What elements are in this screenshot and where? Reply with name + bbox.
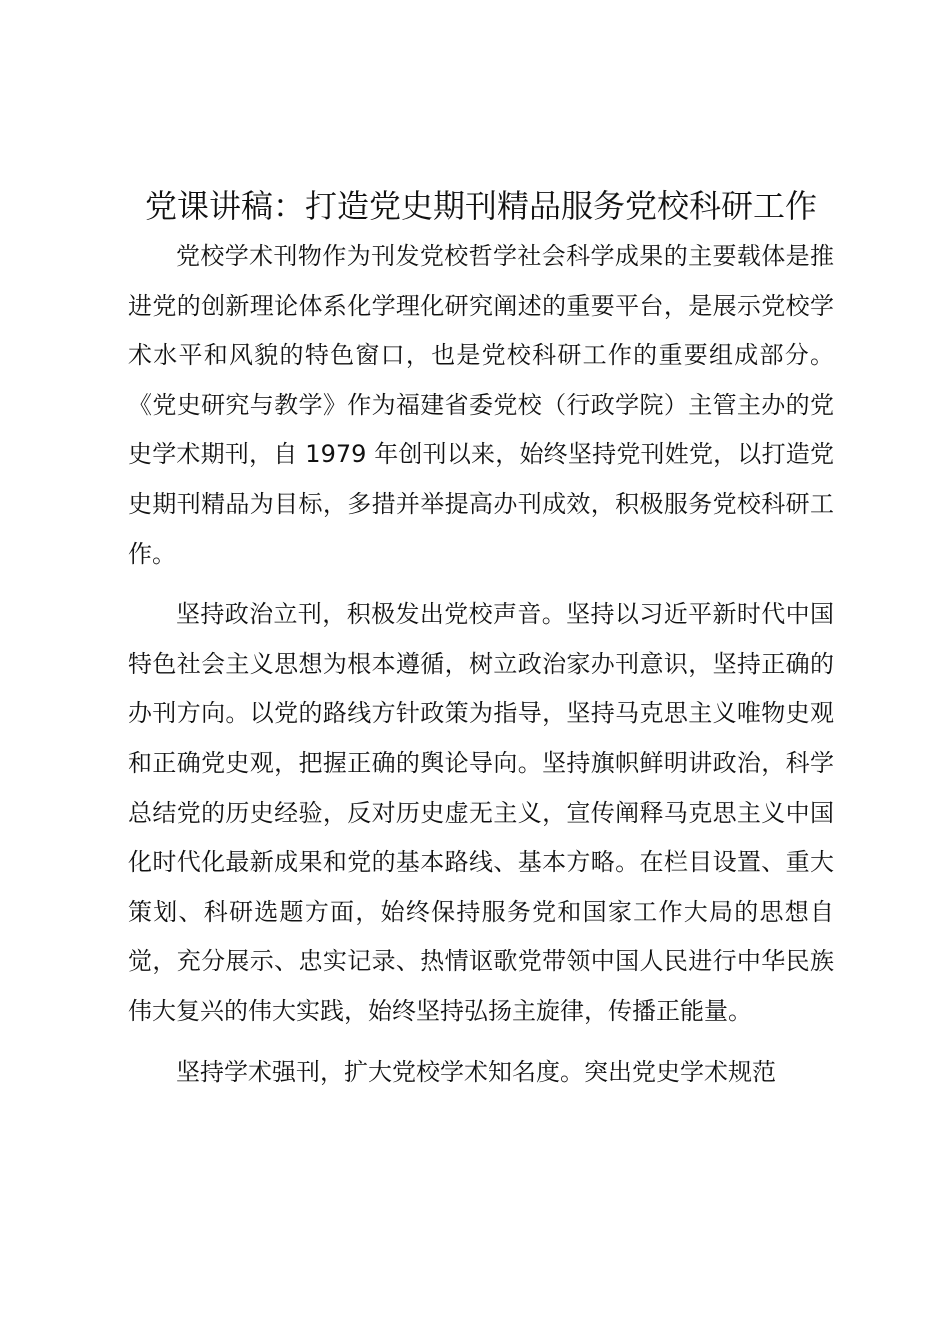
paragraph-political: 坚持政治立刊，积极发出党校声音。坚持以习近平新时代中国特色社会主义思想为根本遵循，树立政治家办刊意识，坚持正确的办刊方向。以党的路线方针政策为指导，坚持马克思主义唯物史观和正确党史观，把握正确的舆论导向。坚持旗帜鲜明讲政治，科学总结党的历史经验，反对历史虚无主义，宣传阐释马克思主义中国化时代化最新成果和党的基本路线、基本方略。在栏目设置、重大策划、科研选题方面，始终保持服务党和国家工作大局的思想自觉，充分展示、忠实记录、热情讴歌党带领中国人民进行中华民族伟大复兴的伟大实践，始终坚持弘扬主旋律，传播正能量。 [128, 600, 834, 1025]
document-body [128, 182, 834, 1097]
paragraph-intro: 党校学术刊物作为刊发党校哲学社会科学成果的主要载体是推进党的创新理论体系化学理化研究阐述的重要平台，是展示党校学术水平和风貌的特色窗口，也是党校科研工作的重要组成部分。《党史研究与教学》作为福建省委党校（行政学院）主管主办的党史学术期刊，自 1979 年创刊以来，始终坚持党刊姓党，以打造党史期刊精品为目标，多措并举提高办刊成效，积极服务党校科研工作。 [128, 242, 834, 568]
paragraph-academic: 坚持学术强刊，扩大党校学术知名度。突出党史学术规范 [176, 1057, 776, 1086]
document-title: 党课讲稿：打造党史期刊精品服务党校科研工作 [144, 187, 817, 225]
